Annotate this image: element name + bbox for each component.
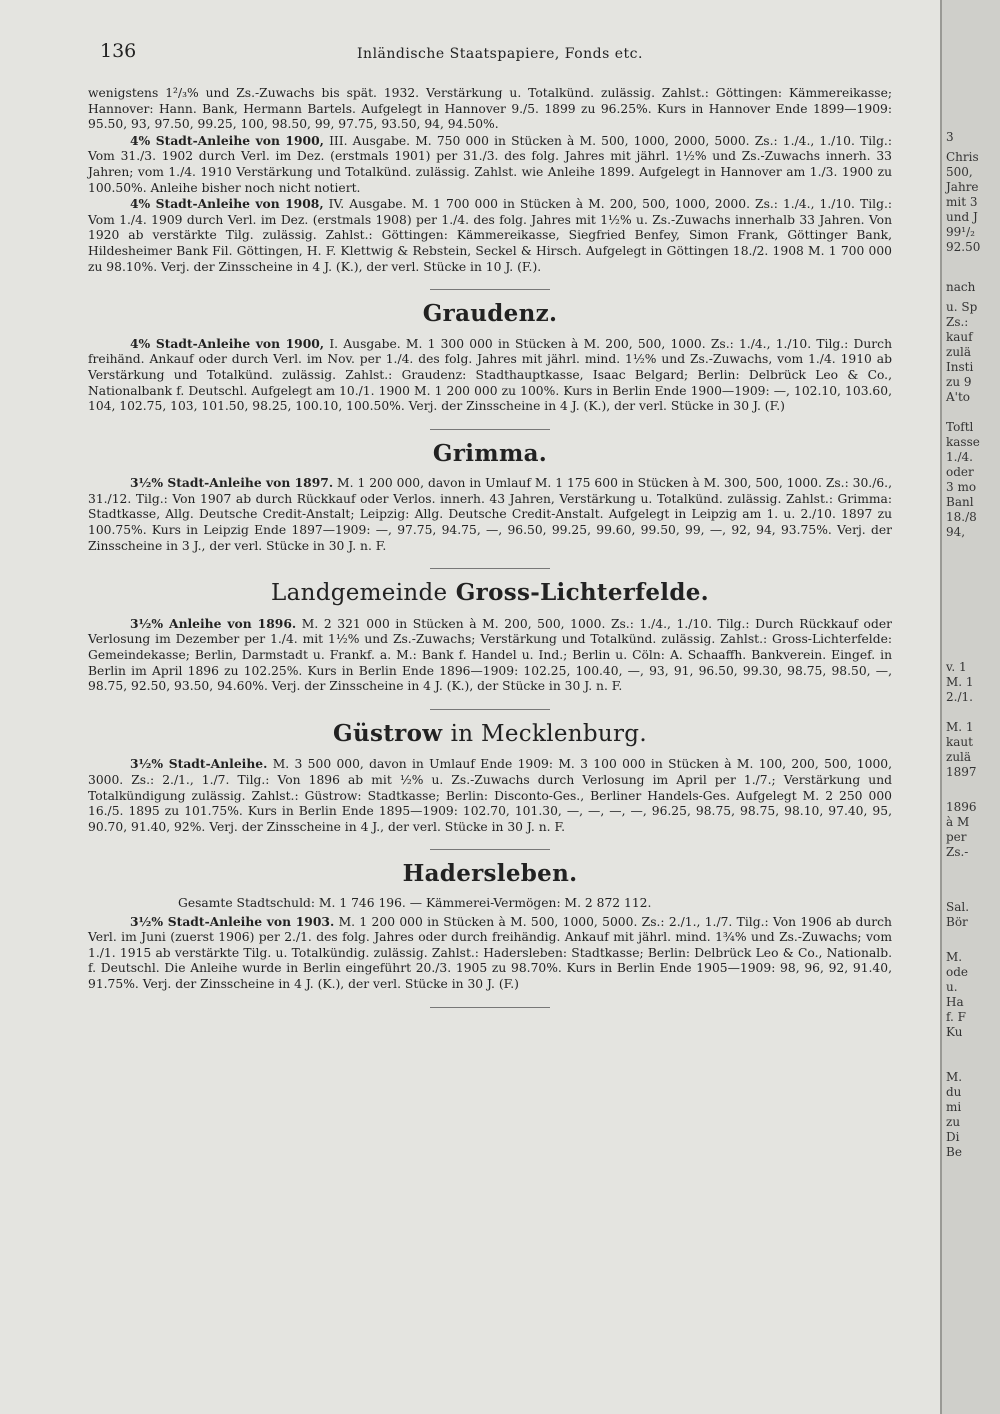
margin-fragment: Zs.: (946, 315, 969, 329)
margin-fragment: u. (946, 980, 958, 994)
margin-fragment: zulä (946, 750, 972, 764)
bond-heading: 3½% Stadt-Anleihe von 1897. (130, 475, 334, 491)
margin-fragment: und J (946, 210, 978, 224)
margin-fragment: mi (946, 1100, 962, 1114)
page-header (100, 40, 900, 66)
continuation-paragraph: wenigstens 1²/₃% und Zs.-Zuwachs bis spät. 1932. Verstärkung u. Totalkünd. zulässig. Zahlst.: Göttingen: Kämmereikasse; Hannover: Hann. Bank, Hermann Bartels. Aufgelegt in Hannover 9./5. 1899 zu 96.25%. Kurs in Hannover Ende 1899—1909: 95.50, 93, 97.50, 99.25, 100, 98.50, 99, 97.75, 93.50, 94, 94.50%. (88, 86, 892, 132)
margin-fragment: à M (946, 815, 970, 829)
bond-entry (88, 756, 892, 835)
margin-fragment: f. F (946, 1010, 966, 1024)
margin-fragment: M. (946, 950, 963, 964)
margin-fragment: Banl (946, 495, 974, 509)
margin-fragment: 3 (946, 130, 954, 144)
margin-fragment: Sal. (946, 900, 970, 914)
margin-fragment: Insti (946, 360, 974, 374)
section-divider (430, 429, 550, 430)
margin-fragment: 3 mo (946, 480, 977, 494)
margin-fragment: M. 1 (946, 720, 974, 734)
page-number: 136 (100, 40, 137, 62)
margin-fragment: zulä (946, 345, 972, 359)
section-divider (430, 709, 550, 710)
margin-fragment: 92.50 (946, 240, 981, 254)
bond-heading: 3½% Anleihe von 1896. (130, 615, 297, 631)
section-subtitle: Gesamte Stadtschuld: M. 1 746 196. — Kämmerei-Vermögen: M. 2 872 112. (178, 895, 652, 910)
margin-fragment: v. 1 (946, 660, 967, 674)
margin-fragment: 94, (946, 525, 966, 539)
section-title-graudenz: Graudenz. (422, 300, 558, 328)
margin-fragment: 99¹/₂ (946, 225, 975, 239)
margin-fragment: 18./8 (946, 510, 977, 524)
bond-entry (88, 914, 892, 993)
margin-fragment: 2./1. (946, 690, 973, 704)
margin-fragment: per (946, 830, 967, 844)
margin-fragment: Chris (946, 150, 979, 164)
margin-fragment: 1897 (946, 765, 977, 779)
margin-fragment: Ku (946, 1025, 963, 1039)
margin-fragment: M. (946, 1070, 963, 1084)
section-title-guestrow: Güstrow in Mecklenburg. (333, 719, 647, 747)
bond-text: IV. Ausgabe. M. 1 700 000 in Stücken à M. 200, 500, 1000, 2000. Zs.: 1./4., 1./10. Tilg.: Vom 1./4. 1909 durch Verl. im Dez. (erstmals 1908) per 1./4. des folg. Jahres mit 1½% u. Zs.-Zuwachs innerhalb 33 Jahren. Von 1920 ab verstärkte Tilg. zulässig. Zahlst.: Göttingen: Kämmereikasse, Siegfried Benfey, Simon Frank, Göttinger Bank, Hildesheimer Bank Fil. Göttingen, H. F. Klettwig & Rebstein, Seckel & Hirsch. Aufgelegt in Göttingen 18./2. 1908 M. 1 700 000 zu 98.10%. Verj. der Zinsscheine in 4 J. (K.), der verl. Stücke in 10 J. (F.). (88, 197, 892, 274)
margin-fragment: kauf (946, 330, 973, 344)
margin-fragment: Jahre (946, 180, 979, 194)
section-divider (430, 568, 550, 569)
bond-heading: 3½% Stadt-Anleihe. (130, 756, 268, 772)
section-title-hadersleben: Hadersleben. (402, 860, 578, 888)
page-body (88, 86, 892, 1008)
margin-fragment: mit 3 (946, 195, 978, 209)
bond-text: M. 3 500 000, davon in Umlauf Ende 1909: M. 3 100 000 in Stücken à M. 100, 200, 500, 1000, 3000. Zs.: 2./1., 1./7. Tilg.: Von 1896 ab mit ½% u. Zs.-Zuwachs durch Verlosung im April per 1./7.; Verstärkung und Totalkündigung zulässig. Zahlst.: Güstrow: Stadtkasse; Berlin: Disconto-Ges., Berliner Handels-Ges. Aufgelegt M. 2 250 000 16./5. 1895 zu 101.75%. Kurs in Berlin Ende 1895—1909: 102.70, 101.30, —, —, —, —, 96.25, 98.75, 98.75, 98.10, 97.40, 95, 90.70, 91.40, 92%. Verj. der Zinsscheine in 4 J., der verl. Stücke in 30 J. n. F. (88, 757, 893, 834)
margin-fragment: Toftl (946, 420, 974, 434)
section-title-grimma: Grimma. (432, 439, 548, 467)
section-divider (430, 289, 550, 290)
section-divider (430, 849, 550, 850)
bond-text: I. Ausgabe. M. 1 300 000 in Stücken à M. 200, 500, 1000. Zs.: 1./4., 1./10. Tilg.: Durch freihänd. Ankauf oder durch Verl. im Nov. per 1./4. des folg. Jahres mit jährl. mind. 1½% und Zs.-Zuwachs, vom 1./4. 1910 ab Verstärkung und Totalkünd. zulässig. Zahlst.: Graudenz: Stadthauptkasse, Isaac Belgard; Berlin: Delbrück Leo & Co., Nationalbank f. Deutschl. Aufgelegt am 10./1. 1900 M. 1 200 000 zu 100%. Kurs in Berlin Ende 1900—1909: —, 102.10, 103.60, 104, 102.75, 103, 101.50, 98.25, 100.10, 100.50%. Verj. der Zinsscheine in 4 J. (K.), der verl. Stücke in 30 J. (F.) (88, 336, 892, 414)
bond-entry (88, 196, 892, 275)
bond-entry (88, 616, 892, 695)
bond-text: M. 2 321 000 in Stücken à M. 200, 500, 1000. Zs.: 1./4., 1./10. Tilg.: Durch Rückkauf oder Verlosung im Dezember per 1./4. mit 1½% und Zs.-Zuwachs; Verstärkung und Totalkünd. zulässig. Zahlst.: Gross-Lichterfelde: Gemeindekasse; Berlin, Darmstadt u. Frankf. a. M.: Bank f. Handel u. Ind.; Berlin u. Cöln: A. Schaaffh. Bankverein. Eingef. in Berlin im April 1896 zu 102.25%. Kurs in Berlin Ende 1896—1909: 102.25, 100.40, —, 93, 91, 96.50, 99.30, 98.75, 98.50, —, 98.75, 92.50, 93.50, 94.60%. Verj. der Zinsscheine in 4 J. (K.), der Stücke in 30 J. n. F. (88, 616, 892, 694)
margin-fragment: Be (946, 1145, 962, 1159)
bond-text: III. Ausgabe. M. 750 000 in Stücken à M. 500, 1000, 2000, 5000. Zs.: 1./4., 1./10. Tilg.: Vom 31./3. 1902 durch Verl. im Dez. (erstmals 1901) per 31./3. des folg. Jahres mit jährl. 1½% und Zs.-Zuwachs innerh. 33 Jahren; vom 1./4. 1910 Verstärkung und Totalkünd. zulässig. Zahlst. wie Anleihe 1899. Aufgelegt in Hannover am 1./3. 1900 zu 100.50%. Anleihe bisher noch nicht notiert. (88, 133, 892, 195)
margin-fragment: M. 1 (946, 675, 974, 689)
margin-fragment: 1896 (946, 800, 977, 814)
bond-entry (88, 336, 892, 415)
bond-heading: 3½% Stadt-Anleihe von 1903. (130, 913, 335, 929)
margin-fragment: du (946, 1085, 962, 1099)
margin-fragment: zu 9 (946, 375, 972, 389)
bond-entry (88, 475, 892, 554)
section-divider (430, 1007, 550, 1008)
bond-text: M. 1 200 000, davon in Umlauf M. 1 175 600 in Stücken à M. 300, 500, 1000. Zs.: 30./6., 31./12. Tilg.: Von 1907 ab durch Rückkauf oder Verlos. innerh. 43 Jahren, Verstärkung u. Totalkünd. zulässig. Zahlst.: Grimma: Stadtkasse, Allg. Deutsche Credit-Anstalt; Leipzig: Allg. Deutsche Credit-Anstalt. Aufgelegt in Leipzig am 1. u. 2./10. 1897 zu 100.75%. Kurs in Leipzig Ende 1897—1909: —, 97.75, 94.75, —, 96.50, 99.25, 99.60, 99.50, 99, —, 92, 94, 93.75%. Verj. der Zinsscheine in 3 J., der verl. Stücke in 30 J. n. F. (88, 476, 892, 553)
margin-fragment: ode (946, 965, 969, 979)
margin-fragment: kasse (946, 435, 980, 449)
bond-text: M. 1 200 000 in Stücken à M. 500, 1000, 5000. Zs.: 2./1., 1./7. Tilg.: Von 1906 ab durch Verl. im Juni (zuerst 1906) per 2./1. des folg. Jahres oder durch freihändig. Ankauf mit jährl. mind. 1¾% und Zs.-Zuwachs; vom 1./1. 1915 ab verstärkte Tilg. u. Totalkündig. zulässig. Zahlst.: Hadersleben: Stadtkasse; Berlin: Delbrück Leo & Co., Nationalb. f. Deutschl. Die Anleihe wurde in Berlin eingeführt 20./3. 1905 zu 98.70%. Kurs in Berlin Ende 1905—1909: 98, 96, 92, 91.40, 91.75%. Verj. der Zinsscheine in 4 J. (K.), der verl. Stücke in 30 J. (F.) (88, 914, 892, 991)
margin-fragment: kaut (946, 735, 973, 749)
margin-fragment: u. Sp (946, 300, 978, 314)
margin-fragment: zu (946, 1115, 961, 1129)
margin-fragment: Di (946, 1130, 960, 1144)
margin-fragment: 1./4. (946, 450, 973, 464)
bond-heading: 4% Stadt-Anleihe von 1908, (130, 196, 324, 212)
bond-entry (88, 133, 892, 196)
bond-heading: 4% Stadt-Anleihe von 1900, (130, 132, 324, 148)
margin-fragment: nach (946, 280, 976, 294)
margin-fragment: oder (946, 465, 974, 479)
facing-page-edge (940, 0, 1000, 1414)
bond-heading: 4% Stadt-Anleihe von 1900, (130, 335, 325, 351)
margin-fragment: Ha (946, 995, 964, 1009)
margin-fragment: 500, (946, 165, 973, 179)
margin-fragment: Bör (946, 915, 968, 929)
running-title: Inländische Staatspapiere, Fonds etc. (357, 46, 643, 62)
section-title-gross-lichterfelde: Landgemeinde Gross-Lichterfelde. (271, 579, 709, 607)
margin-fragment: Zs.- (946, 845, 969, 859)
margin-fragment: A'to (946, 390, 971, 404)
